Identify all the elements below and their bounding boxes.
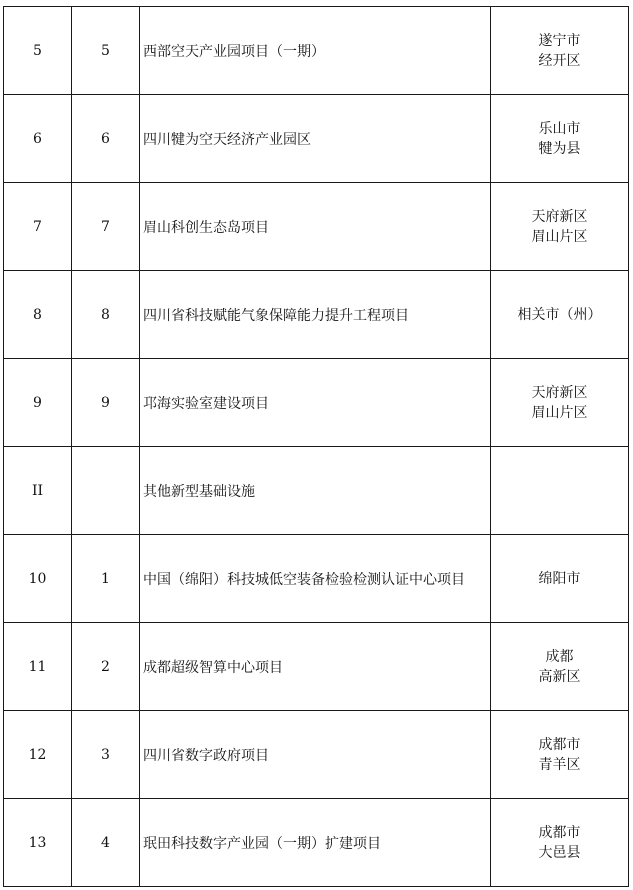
- location-line: 高新区: [538, 668, 581, 685]
- seq-cell: 6: [4, 95, 72, 183]
- location-line: 经开区: [538, 52, 581, 69]
- location-line: 相关市（州）: [517, 306, 602, 323]
- location-line: 乐山市: [538, 120, 581, 137]
- location-line: 眉山片区: [531, 404, 588, 421]
- location-cell: [491, 447, 629, 535]
- seq-cell: 10: [4, 535, 72, 623]
- table-row: [4, 359, 629, 447]
- location-line: 眉山片区: [531, 228, 588, 245]
- location-line: 成都市: [538, 824, 581, 841]
- project-name: 四川省科技赋能气象保障能力提升工程项目: [143, 307, 409, 324]
- seq-cell: II: [4, 447, 72, 535]
- sub-seq-cell: 4: [72, 799, 140, 887]
- project-name-cell: [140, 623, 491, 711]
- table-body: [4, 7, 629, 887]
- project-name-cell: [140, 799, 491, 887]
- location-line: 天府新区: [531, 208, 588, 225]
- table-row: [4, 535, 629, 623]
- location-line: 成都市: [538, 736, 581, 753]
- location-cell: [491, 183, 629, 271]
- seq-cell: 13: [4, 799, 72, 887]
- location-line: 绵阳市: [538, 570, 581, 587]
- seq-cell: 5: [4, 7, 72, 95]
- location-cell: [491, 7, 629, 95]
- project-name: 其他新型基础设施: [143, 483, 255, 500]
- project-name: 四川犍为空天经济产业园区: [143, 131, 311, 148]
- table-row: [4, 271, 629, 359]
- location-line: 犍为县: [538, 140, 581, 157]
- seq-cell: 8: [4, 271, 72, 359]
- project-name: 珉田科技数字产业园（一期）扩建项目: [143, 835, 381, 852]
- sub-seq-cell: 7: [72, 183, 140, 271]
- project-name: 四川省数字政府项目: [143, 747, 269, 764]
- location-line: 遂宁市: [538, 32, 581, 49]
- location-line: 大邑县: [538, 844, 581, 861]
- table-row: [4, 623, 629, 711]
- sub-seq-cell: 5: [72, 7, 140, 95]
- project-name-cell: [140, 183, 491, 271]
- seq-cell: 7: [4, 183, 72, 271]
- project-name-cell: [140, 447, 491, 535]
- location-cell: [491, 359, 629, 447]
- project-name: 成都超级智算中心项目: [143, 659, 283, 676]
- project-name-cell: [140, 7, 491, 95]
- location-cell: [491, 799, 629, 887]
- location-line: 成都: [545, 648, 574, 665]
- location-cell: [491, 711, 629, 799]
- project-name-cell: [140, 535, 491, 623]
- location-cell: [491, 623, 629, 711]
- location-line: 天府新区: [531, 384, 588, 401]
- project-name: 眉山科创生态岛项目: [143, 219, 269, 236]
- seq-cell: 9: [4, 359, 72, 447]
- project-name-cell: [140, 271, 491, 359]
- project-name: 邛海实验室建设项目: [143, 395, 269, 412]
- table-row: [4, 95, 629, 183]
- location-cell: [491, 271, 629, 359]
- project-name: 中国（绵阳）科技城低空装备检验检测认证中心项目: [143, 571, 465, 588]
- sub-seq-cell: 8: [72, 271, 140, 359]
- sub-seq-cell: [72, 447, 140, 535]
- seq-cell: 11: [4, 623, 72, 711]
- project-name-cell: [140, 359, 491, 447]
- table-row: [4, 799, 629, 887]
- table-row: [4, 183, 629, 271]
- project-table: [3, 6, 629, 887]
- project-name-cell: [140, 711, 491, 799]
- sub-seq-cell: 9: [72, 359, 140, 447]
- sub-seq-cell: 6: [72, 95, 140, 183]
- sub-seq-cell: 3: [72, 711, 140, 799]
- project-name: 西部空天产业园项目（一期）: [143, 43, 325, 60]
- table-row: [4, 711, 629, 799]
- location-line: 青羊区: [538, 756, 581, 773]
- project-name-cell: [140, 95, 491, 183]
- table-row: [4, 7, 629, 95]
- location-cell: [491, 95, 629, 183]
- location-cell: [491, 535, 629, 623]
- seq-cell: 12: [4, 711, 72, 799]
- table-row: [4, 447, 629, 535]
- sub-seq-cell: 1: [72, 535, 140, 623]
- sub-seq-cell: 2: [72, 623, 140, 711]
